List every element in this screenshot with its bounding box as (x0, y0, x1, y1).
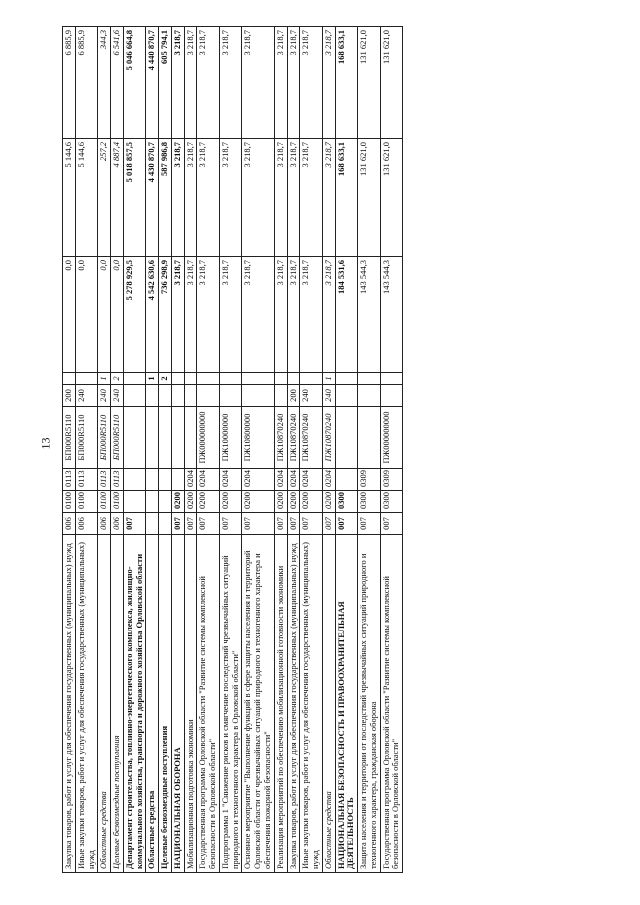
code-csr (123, 407, 146, 469)
amount-year-1: 3 218,7 (219, 257, 242, 373)
code-rz: 0200 (219, 491, 242, 513)
amount-year-1: 143 544,3 (380, 257, 403, 373)
code-pr: 0113 (75, 469, 98, 491)
amount-year-1: 143 544,3 (358, 257, 381, 373)
code-vr (274, 385, 287, 407)
amount-year-2: 3 218,7 (287, 139, 300, 257)
amount-year-1: 5 278 929,5 (123, 257, 146, 373)
row-name: Реализация мероприятий по обеспечению мобилизационной готовности экономики (274, 535, 287, 873)
code-glv: 007 (287, 513, 300, 535)
code-vr (219, 385, 242, 407)
code-dk: 1 (146, 373, 159, 385)
amount-year-3: 131 621,0 (358, 27, 381, 139)
amount-year-3: 3 218,7 (300, 27, 323, 139)
code-rz: 0300 (335, 491, 358, 513)
amount-year-3: 344,3 (98, 27, 111, 139)
code-dk (75, 373, 98, 385)
row-name: Иные закупки товаров, работ и услуг для обеспечения государственных (муниципальных) нужд (300, 535, 323, 873)
code-pr (146, 469, 159, 491)
amount-year-3: 605 794,1 (159, 27, 172, 139)
code-glv: 007 (335, 513, 358, 535)
code-dk (123, 373, 146, 385)
code-csr: ПЖ10800000 (242, 407, 274, 469)
amount-year-1: 3 218,7 (242, 257, 274, 373)
code-vr: 200 (287, 385, 300, 407)
code-csr (184, 407, 197, 469)
code-pr: 0204 (322, 469, 335, 491)
table-row (242, 27, 274, 873)
table-row (171, 27, 184, 873)
amount-year-3: 6 885,9 (63, 27, 76, 139)
amount-year-3: 3 218,7 (287, 27, 300, 139)
row-name: Областные средства (322, 535, 335, 873)
code-dk: 1 (98, 373, 111, 385)
amount-year-2: 3 218,7 (184, 139, 197, 257)
code-glv: 007 (358, 513, 381, 535)
code-vr: 240 (98, 385, 111, 407)
code-dk (287, 373, 300, 385)
code-glv: 007 (380, 513, 403, 535)
code-csr: ПЖ000000000 (197, 407, 220, 469)
code-vr (171, 385, 184, 407)
amount-year-3: 3 218,7 (242, 27, 274, 139)
code-glv: 007 (184, 513, 197, 535)
table-row (63, 27, 76, 873)
row-name: Мобилизационная подготовка экономики (184, 535, 197, 873)
code-rz: 0100 (111, 491, 124, 513)
amount-year-3: 3 218,7 (274, 27, 287, 139)
code-dk (242, 373, 274, 385)
code-glv: 006 (98, 513, 111, 535)
code-dk: 1 (322, 373, 335, 385)
code-rz: 0200 (171, 491, 184, 513)
code-rz: 0100 (75, 491, 98, 513)
code-glv (146, 513, 159, 535)
code-vr (197, 385, 220, 407)
rotated-page (62, 27, 594, 873)
code-glv: 006 (111, 513, 124, 535)
code-vr (123, 385, 146, 407)
row-name: Департамент строительства, топливно-энергетического комплекса, жилищно-коммунального хозяйства, транспорта и дорожного хозяйства Орловской области (123, 535, 146, 873)
code-csr (358, 407, 381, 469)
code-csr: ПЖ10870240 (274, 407, 287, 469)
code-dk (63, 373, 76, 385)
table-row (75, 27, 98, 873)
code-csr: ПЖ000000000 (380, 407, 403, 469)
amount-year-3: 3 218,7 (197, 27, 220, 139)
code-vr (358, 385, 381, 407)
code-csr: БП000R5110 (98, 407, 111, 469)
code-vr (146, 385, 159, 407)
code-dk (335, 373, 358, 385)
code-pr: 0113 (111, 469, 124, 491)
code-csr: БП000R5110 (111, 407, 124, 469)
code-rz: 0200 (184, 491, 197, 513)
amount-year-1: 3 218,7 (300, 257, 323, 373)
code-dk (300, 373, 323, 385)
table-row (98, 27, 111, 873)
code-csr (171, 407, 184, 469)
table-row (274, 27, 287, 873)
code-dk (197, 373, 220, 385)
amount-year-2: 131 621,0 (358, 139, 381, 257)
table-row (335, 27, 358, 873)
amount-year-1: 3 218,7 (322, 257, 335, 373)
code-vr (184, 385, 197, 407)
amount-year-3: 6 885,9 (75, 27, 98, 139)
code-dk: 2 (159, 373, 172, 385)
row-name: Областные средства (146, 535, 159, 873)
table-row (146, 27, 159, 873)
amount-year-2: 4 887,4 (111, 139, 124, 257)
amount-year-3: 3 218,7 (322, 27, 335, 139)
table-row (358, 27, 381, 873)
row-name: Иные закупки товаров, работ и услуг для обеспечения государственных (муниципальных) нужд (75, 535, 98, 873)
code-pr (159, 469, 172, 491)
code-dk (219, 373, 242, 385)
row-name: НАЦИОНАЛЬНАЯ БЕЗОПАСНОСТЬ И ПРАВООХРАНИТЕЛЬНАЯ ДЕЯТЕЛЬНОСТЬ (335, 535, 358, 873)
amount-year-2: 257,2 (98, 139, 111, 257)
code-rz: 0200 (300, 491, 323, 513)
code-pr (123, 469, 146, 491)
code-glv: 007 (123, 513, 146, 535)
code-pr: 0113 (98, 469, 111, 491)
code-vr: 240 (111, 385, 124, 407)
amount-year-2: 3 218,7 (274, 139, 287, 257)
amount-year-3: 6 541,6 (111, 27, 124, 139)
code-pr: 0204 (197, 469, 220, 491)
code-dk (274, 373, 287, 385)
row-name: Областные средства (98, 535, 111, 873)
code-csr (146, 407, 159, 469)
table-row (184, 27, 197, 873)
amount-year-1: 3 218,7 (171, 257, 184, 373)
code-dk (358, 373, 381, 385)
code-rz: 0200 (242, 491, 274, 513)
code-pr: 0309 (358, 469, 381, 491)
budget-table (62, 26, 403, 873)
code-csr: ПЖ10000000 (219, 407, 242, 469)
code-vr: 240 (75, 385, 98, 407)
amount-year-3: 5 046 664,8 (123, 27, 146, 139)
code-rz: 0300 (358, 491, 381, 513)
code-glv: 006 (63, 513, 76, 535)
amount-year-1: 3 218,7 (287, 257, 300, 373)
amount-year-3: 4 440 870,7 (146, 27, 159, 139)
code-dk (171, 373, 184, 385)
row-name: Основное мероприятие "Выполнение функций в сфере защиты населения и территорий Орловской области от чрезвычайных ситуаций природного и техногенного характера и обеспечения пожарной безопасности" (242, 535, 274, 873)
amount-year-1: 4 542 630,6 (146, 257, 159, 373)
amount-year-1: 184 531,6 (335, 257, 358, 373)
code-vr: 200 (63, 385, 76, 407)
row-name: Закупка товаров, работ и услуг для обеспечения государственных (муниципальных) нужд (63, 535, 76, 873)
code-vr (380, 385, 403, 407)
code-vr: 240 (300, 385, 323, 407)
row-name: Государственная программа Орловской области "Развитие системы комплексной безопасности в Орловской области" (380, 535, 403, 873)
table-row (300, 27, 323, 873)
table-row (287, 27, 300, 873)
table-row (123, 27, 146, 873)
amount-year-2: 587 986,8 (159, 139, 172, 257)
code-pr: 0204 (184, 469, 197, 491)
table-row (380, 27, 403, 873)
code-glv: 007 (242, 513, 274, 535)
table-row (322, 27, 335, 873)
code-glv: 007 (171, 513, 184, 535)
code-pr: 0204 (274, 469, 287, 491)
code-dk: 2 (111, 373, 124, 385)
code-pr: 0309 (380, 469, 403, 491)
code-rz: 0100 (98, 491, 111, 513)
amount-year-2: 3 218,7 (197, 139, 220, 257)
amount-year-2: 3 218,7 (322, 139, 335, 257)
code-pr: 0204 (300, 469, 323, 491)
amount-year-1: 0,0 (63, 257, 76, 373)
code-rz: 0200 (274, 491, 287, 513)
code-csr (335, 407, 358, 469)
row-name: НАЦИОНАЛЬНАЯ ОБОРОНА (171, 535, 184, 873)
amount-year-2: 3 218,7 (219, 139, 242, 257)
code-glv (159, 513, 172, 535)
code-vr (159, 385, 172, 407)
amount-year-3: 168 633,1 (335, 27, 358, 139)
amount-year-3: 3 218,7 (219, 27, 242, 139)
row-name: Государственная программа Орловской области "Развитие системы комплексной безопасности в Орловской области" (197, 535, 220, 873)
row-name: Закупка товаров, работ и услуг для обеспечения государственных (муниципальных) нужд (287, 535, 300, 873)
code-dk (380, 373, 403, 385)
code-csr: БП000R5110 (75, 407, 98, 469)
code-glv: 007 (300, 513, 323, 535)
code-pr (335, 469, 358, 491)
table-row (219, 27, 242, 873)
table-row (159, 27, 172, 873)
amount-year-1: 0,0 (75, 257, 98, 373)
amount-year-2: 3 218,7 (242, 139, 274, 257)
table-row (197, 27, 220, 873)
amount-year-3: 3 218,7 (171, 27, 184, 139)
amount-year-2: 3 218,7 (171, 139, 184, 257)
code-vr: 240 (322, 385, 335, 407)
code-glv: 007 (219, 513, 242, 535)
code-rz: 0300 (380, 491, 403, 513)
amount-year-1: 736 298,9 (159, 257, 172, 373)
amount-year-2: 5 144,6 (75, 139, 98, 257)
code-pr: 0204 (287, 469, 300, 491)
code-pr: 0204 (219, 469, 242, 491)
amount-year-1: 3 218,7 (197, 257, 220, 373)
code-pr (171, 469, 184, 491)
amount-year-2: 5 144,6 (63, 139, 76, 257)
code-vr (335, 385, 358, 407)
code-rz (123, 491, 146, 513)
code-rz (159, 491, 172, 513)
code-csr: ПЖ10870240 (322, 407, 335, 469)
table-row (111, 27, 124, 873)
page-number: 13 (38, 437, 53, 450)
code-dk (184, 373, 197, 385)
amount-year-1: 3 218,7 (184, 257, 197, 373)
code-csr: ПЖ10870240 (300, 407, 323, 469)
code-rz: 0200 (322, 491, 335, 513)
row-name: Защита населения и территории от последствий чрезвычайных ситуаций природного и техногенного характера, гражданская оборона (358, 535, 381, 873)
code-glv: 007 (322, 513, 335, 535)
amount-year-2: 5 018 857,5 (123, 139, 146, 257)
amount-year-1: 3 218,7 (274, 257, 287, 373)
row-name: Подпрограмма 1 "Снижение рисков и смягчение последствий чрезвычайных ситуаций природного и техногенного характера в Орловской области" (219, 535, 242, 873)
code-rz (146, 491, 159, 513)
code-csr: ПЖ10870240 (287, 407, 300, 469)
amount-year-2: 3 218,7 (300, 139, 323, 257)
amount-year-3: 131 621,0 (380, 27, 403, 139)
code-rz: 0200 (197, 491, 220, 513)
row-name: Целевые безвозмездные поступления (111, 535, 124, 873)
amount-year-2: 168 633,1 (335, 139, 358, 257)
code-vr (242, 385, 274, 407)
code-rz: 0100 (63, 491, 76, 513)
code-glv: 007 (274, 513, 287, 535)
code-glv: 006 (75, 513, 98, 535)
code-csr: БП000R5110 (63, 407, 76, 469)
amount-year-2: 4 430 870,7 (146, 139, 159, 257)
amount-year-3: 3 218,7 (184, 27, 197, 139)
code-rz: 0200 (287, 491, 300, 513)
amount-year-1: 0,0 (111, 257, 124, 373)
code-pr: 0204 (242, 469, 274, 491)
amount-year-2: 131 621,0 (380, 139, 403, 257)
row-name: Целевые безвозмездные поступления (159, 535, 172, 873)
code-glv: 007 (197, 513, 220, 535)
code-csr (159, 407, 172, 469)
amount-year-1: 0,0 (98, 257, 111, 373)
code-pr: 0113 (63, 469, 76, 491)
